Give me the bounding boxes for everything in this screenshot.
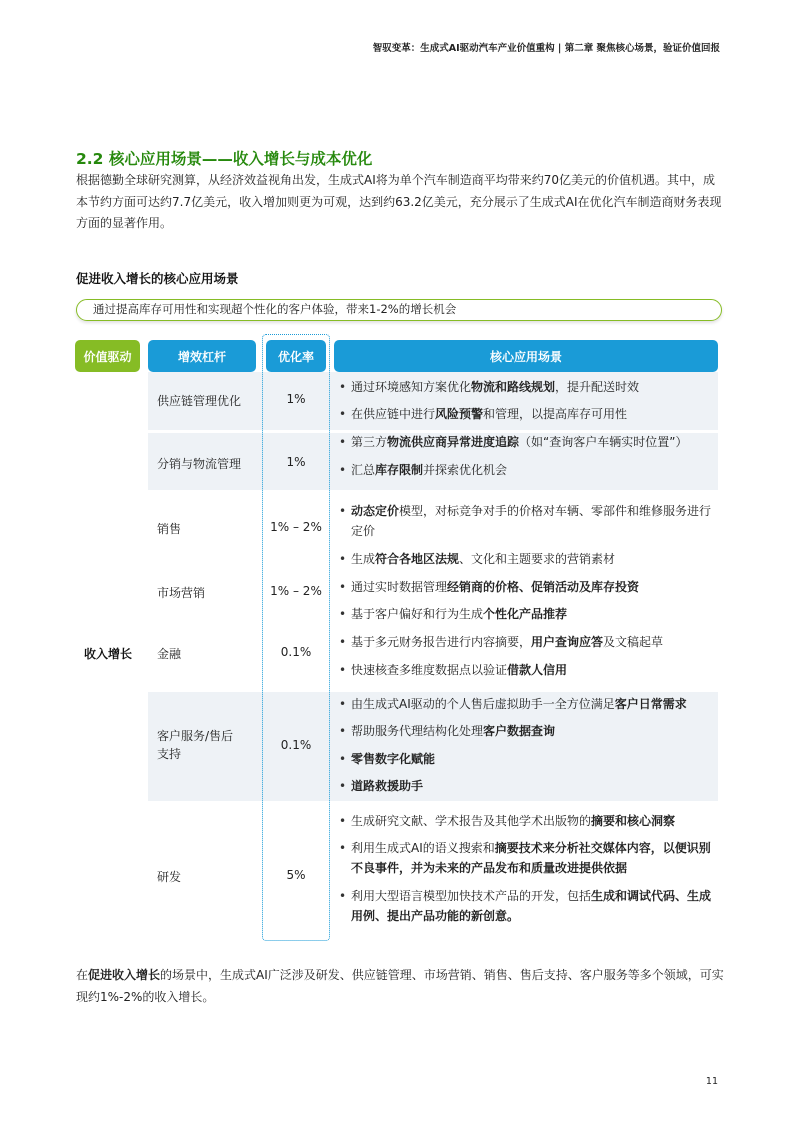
bullet-dot: • xyxy=(339,779,347,793)
rate-column-highlight xyxy=(262,334,330,941)
text-run: 基于多元财务报告进行内容摘要， xyxy=(351,635,532,649)
text-run: 和管理，以提高库存可用性 xyxy=(483,407,628,421)
bullet-dot: • xyxy=(339,504,347,518)
scenario-bullet xyxy=(340,660,718,680)
text-run: 在供应链中进行 xyxy=(351,407,436,421)
intro-paragraph: 根据德勤全球研究测算，从经济效益视角出发，生成式AI将为单个汽车制造商平均带来约70亿美元的价值机遇。其中，成本节约方面可达约7.7亿美元，收入增加则更为可观，达到约63.2亿美元，充分展示了生成式AI在优化汽车制造商财务表现方面的显著作用。 xyxy=(76,173,722,230)
text-run: 由生成式AI驱动的个人售后虚拟助手一全方位满足 xyxy=(351,697,615,711)
rate-finance: 0.1% xyxy=(280,645,312,659)
emphasis-text: 道路救援助手 xyxy=(351,779,424,793)
emphasis-text: 摘要和核心洞察 xyxy=(591,814,676,828)
rate-marketing: 1% – 2% xyxy=(270,584,322,598)
bullet-dot: • xyxy=(339,552,347,566)
running-header: 智驭变革：生成式AI驱动汽车产业价值重构 | 第二章 聚焦核心场景，验证价值回报 xyxy=(372,43,720,54)
lever-supply-chain: 供应链管理优化 xyxy=(157,394,242,408)
text-run: 汇总 xyxy=(351,463,376,477)
bullet-dot: • xyxy=(339,580,347,594)
table-header-scenarios: 核心应用场景 xyxy=(334,340,718,372)
bullet-dot: • xyxy=(339,435,347,449)
scenario-bullet xyxy=(340,604,718,624)
rate-distribution: 1% xyxy=(286,455,306,469)
text-run: 利用大型语言模型加快技术产品的开发，包括 xyxy=(351,889,592,903)
text-run: 并探索优化机会 xyxy=(423,463,508,477)
text-run: 及文稿起草 xyxy=(603,635,664,649)
scenario-bullet xyxy=(340,776,718,796)
text-run: 通过实时数据管理 xyxy=(351,580,448,594)
bullet-dot: • xyxy=(339,724,347,738)
lever-rnd: 研发 xyxy=(157,870,182,884)
bullet-dot: • xyxy=(339,814,347,828)
text-run: 通过环境感知方案优化 xyxy=(351,380,472,394)
scenario-bullet xyxy=(340,501,718,541)
scenario-bullet xyxy=(340,749,718,769)
bullet-dot: • xyxy=(339,752,347,766)
emphasis-text: 动态定价 xyxy=(351,504,400,518)
text-run: 快速核查多维度数据点以验证 xyxy=(351,663,508,677)
rate-rnd: 5% xyxy=(286,868,306,882)
bullet-dot: • xyxy=(339,663,347,677)
emphasis-text: 符合各地区法规 xyxy=(375,552,460,566)
text-run: 生成 xyxy=(351,552,376,566)
lever-customer-service: 客户服务/售后支持 xyxy=(157,729,234,761)
emphasis-text: 客户数据查询 xyxy=(483,724,556,738)
scenario-bullet xyxy=(340,811,718,831)
scenario-bullet xyxy=(340,432,718,452)
section-title: 2.2 核心应用场景——收入增长与成本优化 xyxy=(76,150,373,168)
text-run: 在 xyxy=(76,968,89,982)
text-run: 帮助服务代理结构化处理 xyxy=(351,724,484,738)
table-header-driver: 价值驱动 xyxy=(75,340,140,372)
emphasis-text: 用户查询应答 xyxy=(531,635,604,649)
subheading: 促进收入增长的核心应用场景 xyxy=(76,271,239,286)
table-header-lever: 增效杠杆 xyxy=(148,340,256,372)
text-run: 基于客户偏好和行为生成 xyxy=(351,607,484,621)
emphasis-text: 物流和路线规划 xyxy=(471,380,556,394)
summary-paragraph xyxy=(76,965,726,1008)
emphasis-text: 物流供应商异常进度追踪 xyxy=(387,435,520,449)
lever-distribution: 分销与物流管理 xyxy=(157,457,242,471)
callout-box: 通过提高库存可用性和实现超个性化的客户体验，带来1-2%的增长机会 xyxy=(76,299,722,321)
lever-sales: 销售 xyxy=(157,522,182,536)
table-header-rate: 优化率 xyxy=(266,340,326,372)
text-run: ，提升配送时效 xyxy=(555,380,640,394)
text-run: 利用生成式AI的语义搜索和 xyxy=(351,841,495,855)
text-run: 的场景中，生成式AI广泛涉及研发、供应链管理、市场营销、销售、售后支持、客户服务等多个领域，可实现约1%-2%的收入增长。 xyxy=(76,968,724,1004)
page-number: 11 xyxy=(705,1076,718,1087)
text-run: 模型，对标竞争对手的价格对车辆、零部件和维修服务进行定价 xyxy=(351,504,712,538)
rate-customer-service: 0.1% xyxy=(280,738,312,752)
rate-supply-chain: 1% xyxy=(286,392,306,406)
emphasis-text: 个性化产品推荐 xyxy=(483,607,568,621)
scenario-bullet xyxy=(340,577,718,597)
scenario-bullet xyxy=(340,549,718,569)
scenario-bullet xyxy=(340,838,718,878)
scenario-bullet xyxy=(340,377,718,397)
emphasis-text: 经销商的价格、促销活动及库存投资 xyxy=(447,580,640,594)
emphasis-text: 库存限制 xyxy=(375,463,424,477)
text-run: 第三方 xyxy=(351,435,388,449)
lever-finance: 金融 xyxy=(157,647,182,661)
emphasis-text: 生成和调试代码、生成用例、提出产品功能的新创意。 xyxy=(351,889,712,923)
bullet-dot: • xyxy=(339,407,347,421)
text-run: （如“查询客户车辆实时位置”） xyxy=(519,435,688,449)
bullet-dot: • xyxy=(339,889,347,903)
bullet-dot: • xyxy=(339,841,347,855)
scenario-bullet xyxy=(340,886,718,926)
scenario-bullet xyxy=(340,460,718,480)
text-run: 生成研究文献、学术报告及其他学术出版物的 xyxy=(351,814,592,828)
bullet-dot: • xyxy=(339,697,347,711)
bullet-dot: • xyxy=(339,635,347,649)
text-run: 、文化和主题要求的营销素材 xyxy=(459,552,616,566)
bullet-dot: • xyxy=(339,607,347,621)
emphasis-text: 零售数字化赋能 xyxy=(351,752,436,766)
scenario-bullet xyxy=(340,721,718,741)
emphasis-text: 促进收入增长 xyxy=(88,968,161,982)
emphasis-text: 借款人信用 xyxy=(507,663,568,677)
bullet-dot: • xyxy=(339,380,347,394)
emphasis-text: 客户日常需求 xyxy=(614,697,687,711)
rate-sales: 1% – 2% xyxy=(270,520,322,534)
scenario-bullet xyxy=(340,632,718,652)
scenario-bullet xyxy=(340,694,718,714)
emphasis-text: 风险预警 xyxy=(435,407,484,421)
scenario-bullet xyxy=(340,404,718,424)
bullet-dot: • xyxy=(339,463,347,477)
emphasis-text: 摘要技术来分析社交媒体内容，以便识别不良事件，并为未来的产品发布和质量改进提供依据 xyxy=(351,841,711,875)
lever-marketing: 市场营销 xyxy=(157,586,206,600)
value-driver-label: 收入增长 xyxy=(83,647,132,661)
